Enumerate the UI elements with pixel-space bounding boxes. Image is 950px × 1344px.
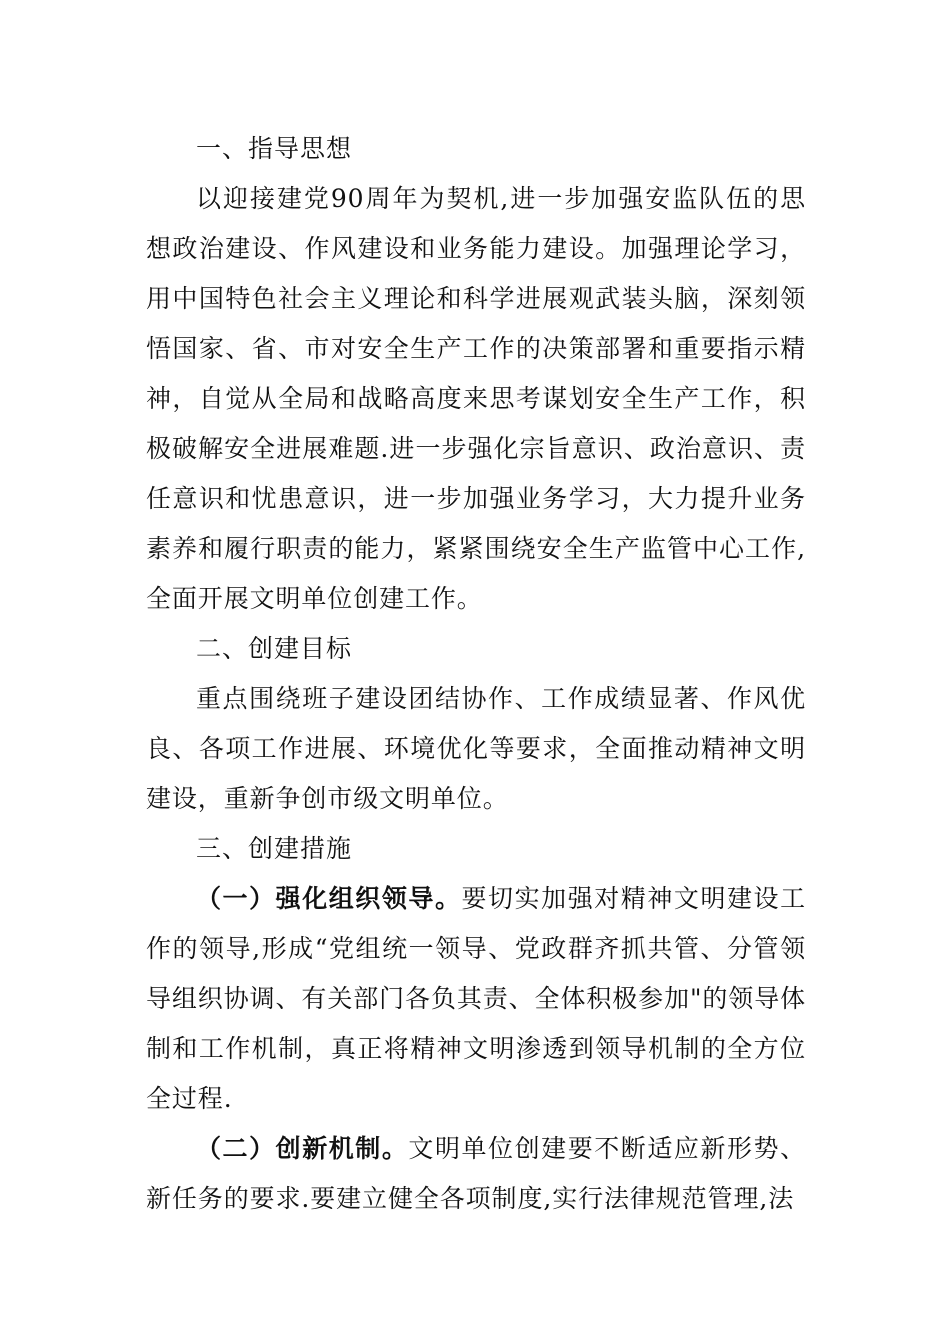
paragraph-text: 要切实加强对精神文明建设工作的领导,形成“党组统一领导、党政群齐抓共管、分管领导组织协调、有关部门各负其责、全体积极参加"的领导体制和工作机制，真正将精神文明渗透到领导机制的全方位全过程.: [146, 884, 806, 1113]
section-creation-measures: [146, 824, 806, 1224]
paragraph-text: 重点围绕班子建设团结协作、工作成绩显著、作风优良、各项工作进展、环境优化等要求，全面推动精神文明建设，重新争创市级文明单位。: [146, 684, 806, 813]
body-paragraph: [146, 674, 806, 824]
document-page: [146, 124, 806, 1224]
body-paragraph: [146, 1124, 806, 1224]
body-paragraph: [146, 874, 806, 1124]
paragraph-text: 以迎接建党90周年为契机,进一步加强安监队伍的思想政治建设、作风建设和业务能力建设。加强理论学习，用中国特色社会主义理论和科学进展观武装头脑，深刻领悟国家、省、市对安全生产工作的决策部署和重要指示精神，自觉从全局和战略高度来思考谋划安全生产工作，积极破解安全进展难题.进一步强化宗旨意识、政治意识、责任意识和忧患意识，进一步加强业务学习，大力提升业务素养和履行职责的能力，紧紧围绕安全生产监管中心工作,全面开展文明单位创建工作。: [146, 184, 806, 613]
section-heading: 一、指导思想: [196, 134, 353, 163]
section-guiding-ideology: [146, 124, 806, 624]
body-paragraph: [146, 174, 806, 624]
section-creation-goals: [146, 624, 806, 824]
paragraph-lead: （一）强化组织领导。: [196, 884, 462, 913]
paragraph-text: 文明单位创建要不断适应新形势、新任务的要求.要建立健全各项制度,实行法律规范管理,法: [146, 1134, 806, 1213]
paragraph-lead: （二）创新机制。: [196, 1134, 409, 1163]
section-heading: 二、创建目标: [196, 634, 353, 663]
section-heading: 三、创建措施: [196, 834, 353, 863]
